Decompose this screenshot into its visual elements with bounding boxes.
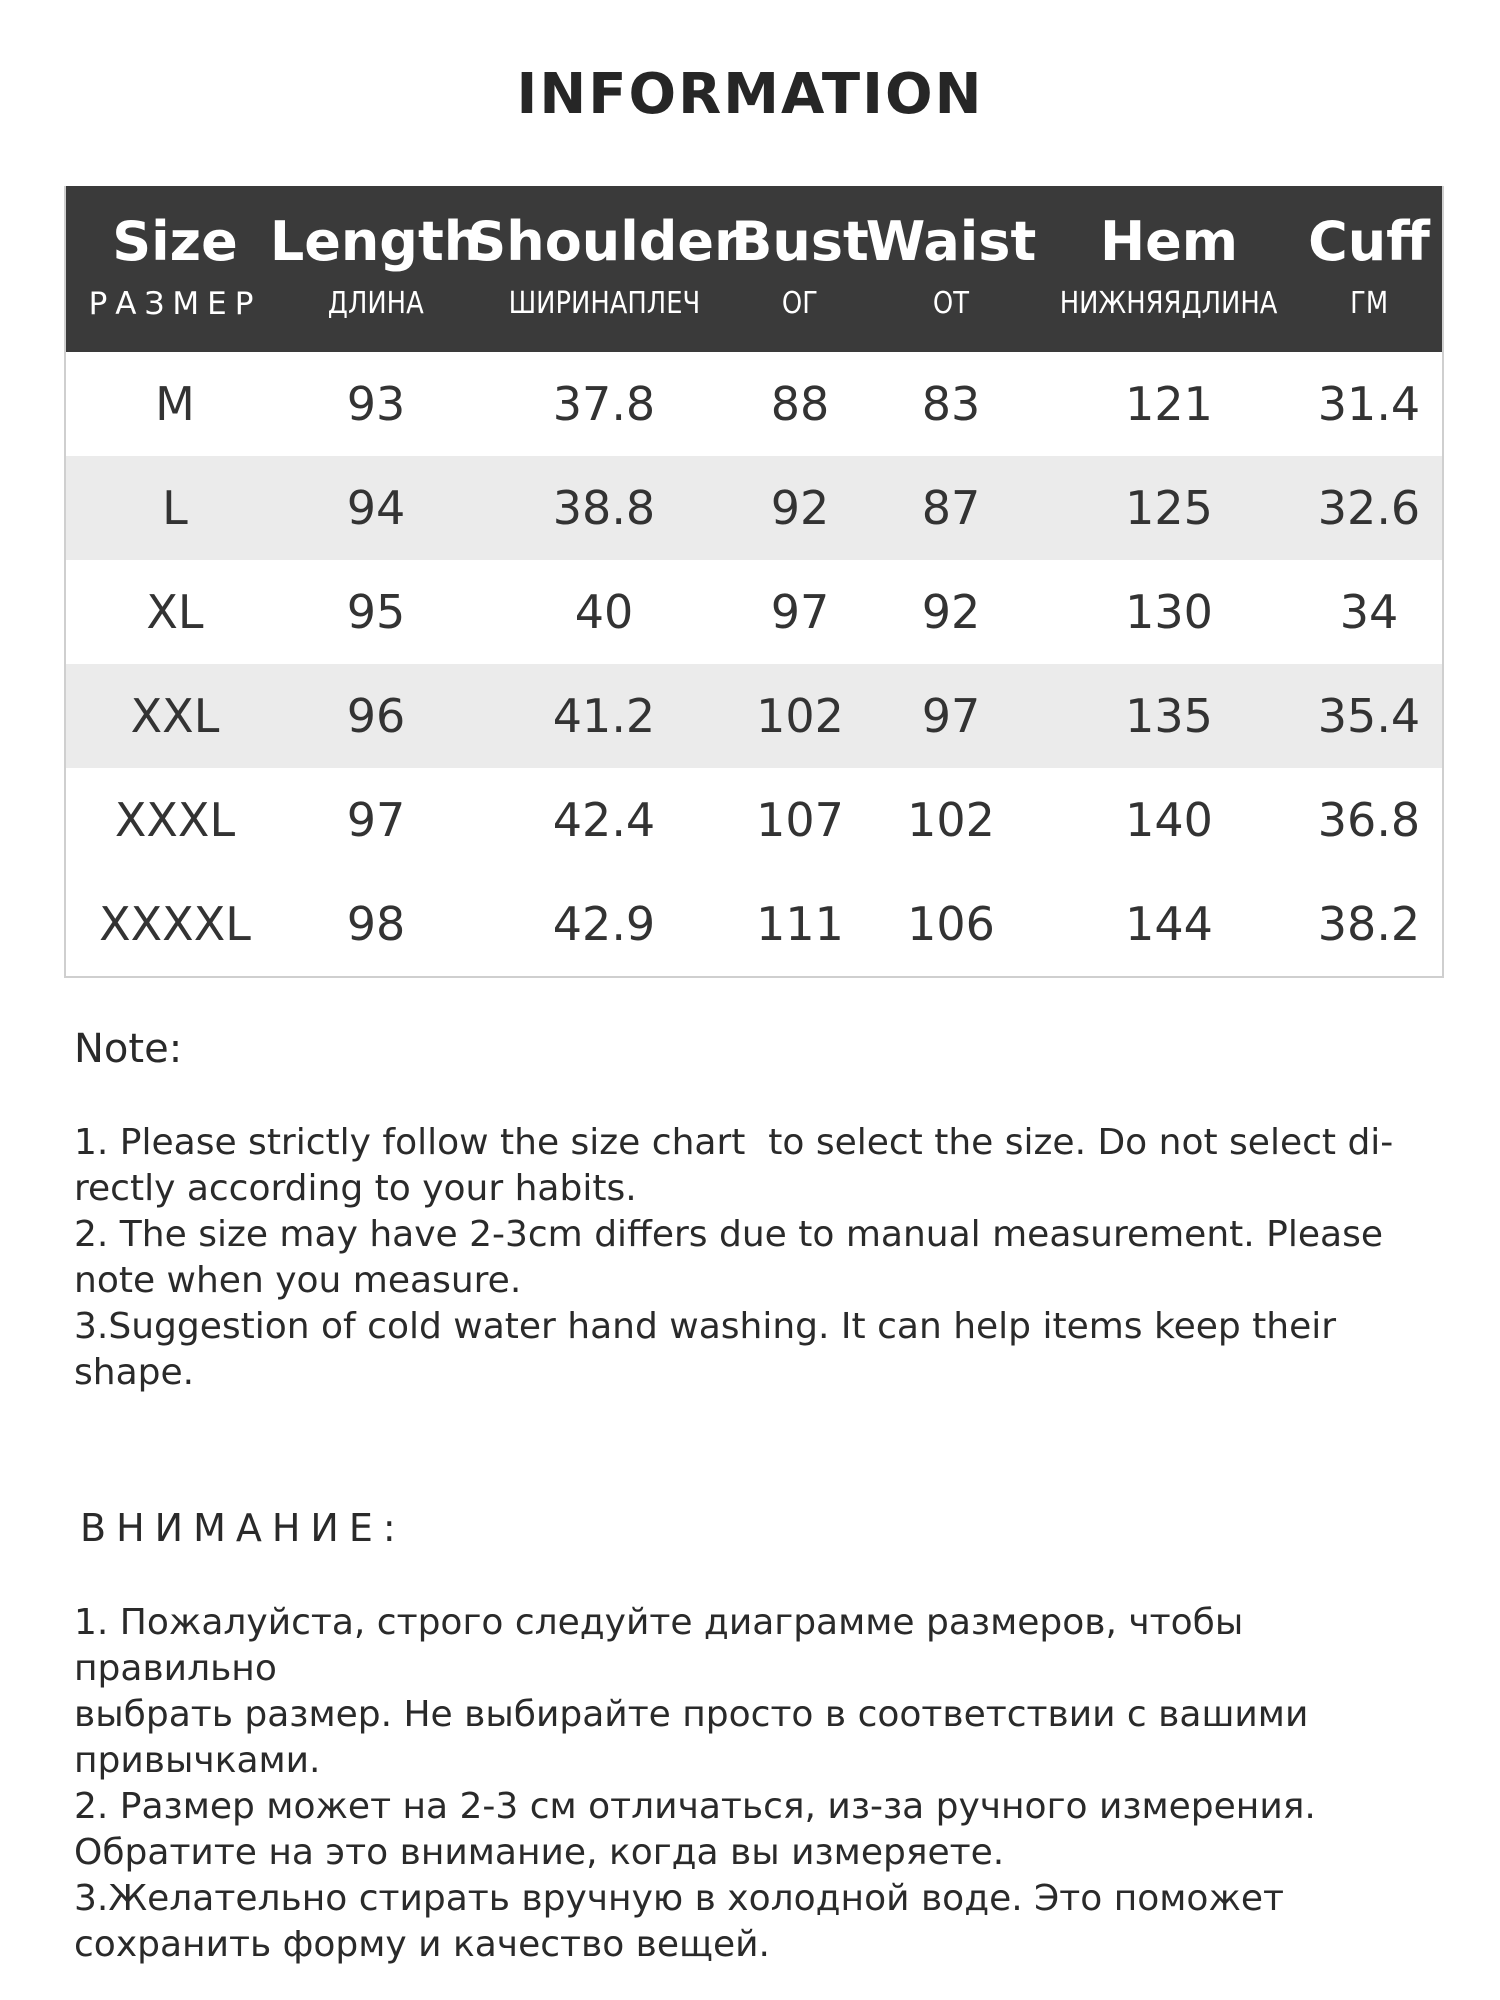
cell-size: XL <box>146 585 204 639</box>
header-label-en: Length <box>269 210 483 273</box>
column-header-shoulder <box>468 186 740 352</box>
ru-note-line: 3.Желательно стирать вручную в холодной воде. Это поможет <box>74 1878 1284 1919</box>
table-row <box>66 768 1442 872</box>
table-row <box>66 560 1442 664</box>
cell-hem: 140 <box>1125 793 1213 847</box>
cell-hem: 130 <box>1125 585 1213 639</box>
note-line: 3.Suggestion of cold water hand washing. It can help items keep their <box>74 1306 1337 1347</box>
cell-bust: 111 <box>756 897 844 951</box>
table-row <box>66 664 1442 768</box>
ru-note-line: выбрать размер. Не выбирайте просто в соответствии с вашими <box>74 1694 1309 1735</box>
header-label-ru: ОГ <box>781 286 819 321</box>
header-label-en: Hem <box>1099 210 1239 273</box>
header-label-en: Shoulder <box>467 210 741 273</box>
cell-length: 95 <box>346 585 406 639</box>
cell-shoulder: 40 <box>574 585 634 639</box>
ru-note-line: 1. Пожалуйста, строго следуйте диаграмме размеров, чтобы правильно <box>74 1602 1244 1689</box>
cell-waist: 97 <box>921 689 981 743</box>
page-title: INFORMATION <box>516 62 984 127</box>
column-header-hem <box>1042 186 1296 352</box>
header-label-en: Waist <box>865 210 1037 273</box>
cell-waist: 83 <box>921 377 981 431</box>
ru-note-line: 2. Размер может на 2-3 см отличаться, из-за ручного измерения. <box>74 1786 1316 1827</box>
cell-shoulder: 42.4 <box>552 793 656 847</box>
cell-size: XXXXL <box>99 897 251 951</box>
note-heading: Note: <box>74 1026 183 1072</box>
cell-shoulder: 37.8 <box>552 377 656 431</box>
cell-bust: 88 <box>770 377 830 431</box>
cell-waist: 106 <box>907 897 995 951</box>
header-label-ru: РАЗМЕР <box>88 286 262 322</box>
cell-size: M <box>155 377 195 431</box>
cell-hem: 121 <box>1125 377 1213 431</box>
table-row <box>66 456 1442 560</box>
ru-note-text <box>74 1600 1444 1968</box>
ru-note-heading: ВНИМАНИЕ: <box>80 1506 406 1550</box>
note-line: note when you measure. <box>74 1260 522 1301</box>
cell-cuff: 31.4 <box>1317 377 1421 431</box>
cell-waist: 102 <box>907 793 995 847</box>
cell-length: 96 <box>346 689 406 743</box>
cell-length: 94 <box>346 481 406 535</box>
table-row <box>66 872 1442 976</box>
cell-cuff: 34 <box>1339 585 1399 639</box>
cell-length: 97 <box>346 793 406 847</box>
header-label-ru: НИЖНЯЯДЛИНА <box>1060 286 1278 321</box>
cell-bust: 97 <box>770 585 830 639</box>
cell-shoulder: 41.2 <box>552 689 656 743</box>
column-header-cuff <box>1296 186 1442 352</box>
header-label-ru: ГМ <box>1349 286 1389 321</box>
cell-cuff: 38.2 <box>1317 897 1421 951</box>
cell-waist: 87 <box>921 481 981 535</box>
table-row <box>66 352 1442 456</box>
ru-note-line: сохранить форму и качество вещей. <box>74 1924 770 1965</box>
header-label-en: Size <box>112 210 238 273</box>
header-label-ru: ШИРИНАПЛЕЧ <box>508 286 700 321</box>
cell-size: L <box>162 481 188 535</box>
cell-length: 98 <box>346 897 406 951</box>
cell-cuff: 36.8 <box>1317 793 1421 847</box>
note-line: 1. Please strictly follow the size chart to select the size. Do not select di- <box>74 1122 1394 1163</box>
header-label-ru: ОТ <box>932 286 970 321</box>
cell-size: XXXL <box>114 793 236 847</box>
header-label-ru: ДЛИНА <box>328 286 424 321</box>
cell-bust: 107 <box>756 793 844 847</box>
note-line: shape. <box>74 1352 195 1393</box>
note-line: 2. The size may have 2-3cm differs due to manual measurement. Please <box>74 1214 1383 1255</box>
header-label-en: Cuff <box>1308 210 1430 273</box>
cell-cuff: 32.6 <box>1317 481 1421 535</box>
cell-shoulder: 42.9 <box>552 897 656 951</box>
cell-length: 93 <box>346 377 406 431</box>
column-header-waist <box>860 186 1042 352</box>
header-label-en: Bust <box>731 210 869 273</box>
cell-bust: 92 <box>770 481 830 535</box>
size-chart-table <box>64 186 1444 978</box>
note-text <box>74 1120 1444 1396</box>
cell-shoulder: 38.8 <box>552 481 656 535</box>
table-header <box>66 186 1442 352</box>
column-header-size <box>66 186 284 352</box>
cell-bust: 102 <box>756 689 844 743</box>
note-line: rectly according to your habits. <box>74 1168 637 1209</box>
cell-cuff: 35.4 <box>1317 689 1421 743</box>
column-header-length <box>269 186 483 352</box>
column-header-bust <box>731 186 869 352</box>
cell-hem: 144 <box>1125 897 1213 951</box>
cell-size: XXL <box>130 689 220 743</box>
ru-note-line: привычками. <box>74 1740 321 1781</box>
cell-hem: 135 <box>1125 689 1213 743</box>
ru-note-line: Обратите на это внимание, когда вы измеряете. <box>74 1832 1005 1873</box>
cell-hem: 125 <box>1125 481 1213 535</box>
cell-waist: 92 <box>921 585 981 639</box>
